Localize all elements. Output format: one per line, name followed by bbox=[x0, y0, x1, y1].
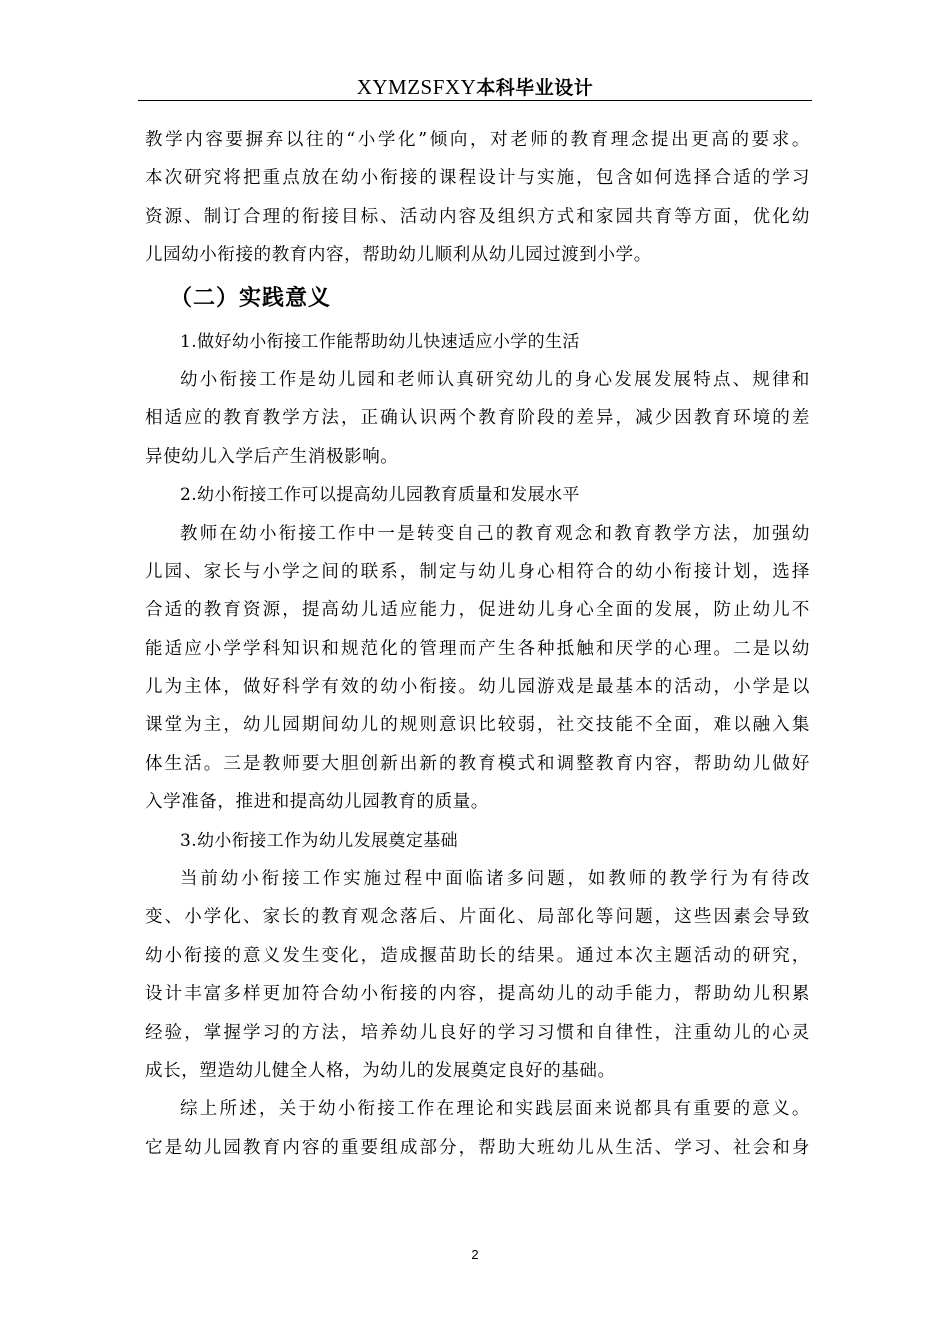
document-body bbox=[145, 121, 810, 1167]
text-line: 课堂为主，幼儿园期间幼儿的规则意识比较弱，社交技能不全面，难以融入集 bbox=[145, 715, 810, 736]
section-heading: （二）实践意义 bbox=[170, 285, 332, 311]
paragraph bbox=[145, 1090, 810, 1167]
subheading: 3.幼小衔接工作为幼儿发展奠定基础 bbox=[180, 830, 459, 851]
text-line: 当前幼小衔接工作实施过程中面临诸多问题，如教师的教学行为有待改 bbox=[180, 869, 810, 890]
text-line: 儿为主体，做好科学有效的幼小衔接。幼儿园游戏是最基本的活动，小学是以 bbox=[145, 677, 810, 698]
paragraph bbox=[145, 515, 810, 822]
text-line: 本次研究将把重点放在幼小衔接的课程设计与实施，包含如何选择合适的学习 bbox=[145, 168, 810, 189]
text-line: 合适的教育资源，提高幼儿适应能力，促进幼儿身心全面的发展，防止幼儿不 bbox=[145, 600, 810, 621]
text-line: 设计丰富多样更加符合幼小衔接的内容，提高幼儿的动手能力，帮助幼儿积累 bbox=[145, 984, 810, 1005]
text-line: 入学准备，推进和提高幼儿园教育的质量。 bbox=[145, 792, 489, 813]
paragraph bbox=[145, 860, 810, 1090]
header-rule bbox=[138, 100, 812, 101]
text-line: 综上所述，关于幼小衔接工作在理论和实践层面来说都具有重要的意义。 bbox=[180, 1099, 810, 1120]
paragraph bbox=[145, 121, 810, 275]
text-line: 异使幼儿入学后产生消极影响。 bbox=[145, 446, 399, 467]
text-line: 幼小衔接的意义发生变化，造成揠苗助长的结果。通过本次主题活动的研究， bbox=[145, 945, 810, 966]
text-line: 成长，塑造幼儿健全人格，为幼儿的发展奠定良好的基础。 bbox=[145, 1060, 616, 1081]
subheading: 1.做好幼小衔接工作能帮助幼儿快速适应小学的生活 bbox=[180, 331, 580, 352]
page-number: 2 bbox=[471, 1247, 479, 1262]
text-line: 资源、制订合理的衔接目标、活动内容及组织方式和家园共育等方面，优化幼 bbox=[145, 206, 810, 227]
text-line: 它是幼儿园教育内容的重要组成部分，帮助大班幼儿从生活、学习、社会和身 bbox=[145, 1137, 810, 1158]
text-line: 幼小衔接工作是幼儿园和老师认真研究幼儿的身心发展发展特点、规律和 bbox=[180, 369, 810, 390]
text-line: 教师在幼小衔接工作中一是转变自己的教育观念和教育教学方法，加强幼 bbox=[180, 523, 810, 544]
text-line: 变、小学化、家长的教育观念落后、片面化、局部化等问题，这些因素会导致 bbox=[145, 907, 810, 928]
page-header bbox=[138, 72, 812, 103]
text-line: 儿园、家长与小学之间的联系，制定与幼儿身心相符合的幼小衔接计划，选择 bbox=[145, 561, 810, 582]
header-latin: XYMZSFXY bbox=[356, 75, 477, 99]
paragraph bbox=[145, 361, 810, 476]
text-line: 能适应小学学科知识和规范化的管理而产生各种抵触和厌学的心理。二是以幼 bbox=[145, 638, 810, 659]
subheading: 2.幼小衔接工作可以提高幼儿园教育质量和发展水平 bbox=[180, 485, 580, 506]
text-line: 教学内容要摒弃以往的“小学化”倾向，对老师的教育理念提出更高的要求。 bbox=[145, 130, 810, 150]
header-title: 本科毕业设计 bbox=[476, 77, 594, 99]
text-line: 相适应的教育教学方法，正确认识两个教育阶段的差异，减少因教育环境的差 bbox=[145, 408, 810, 429]
text-line: 经验，掌握学习的方法，培养幼儿良好的学习习惯和自律性，注重幼儿的心灵 bbox=[145, 1022, 810, 1043]
text-line: 儿园幼小衔接的教育内容，帮助幼儿顺利从幼儿园过渡到小学。 bbox=[145, 245, 652, 266]
text-line: 体生活。三是教师要大胆创新出新的教育模式和调整教育内容，帮助幼儿做好 bbox=[145, 753, 810, 774]
